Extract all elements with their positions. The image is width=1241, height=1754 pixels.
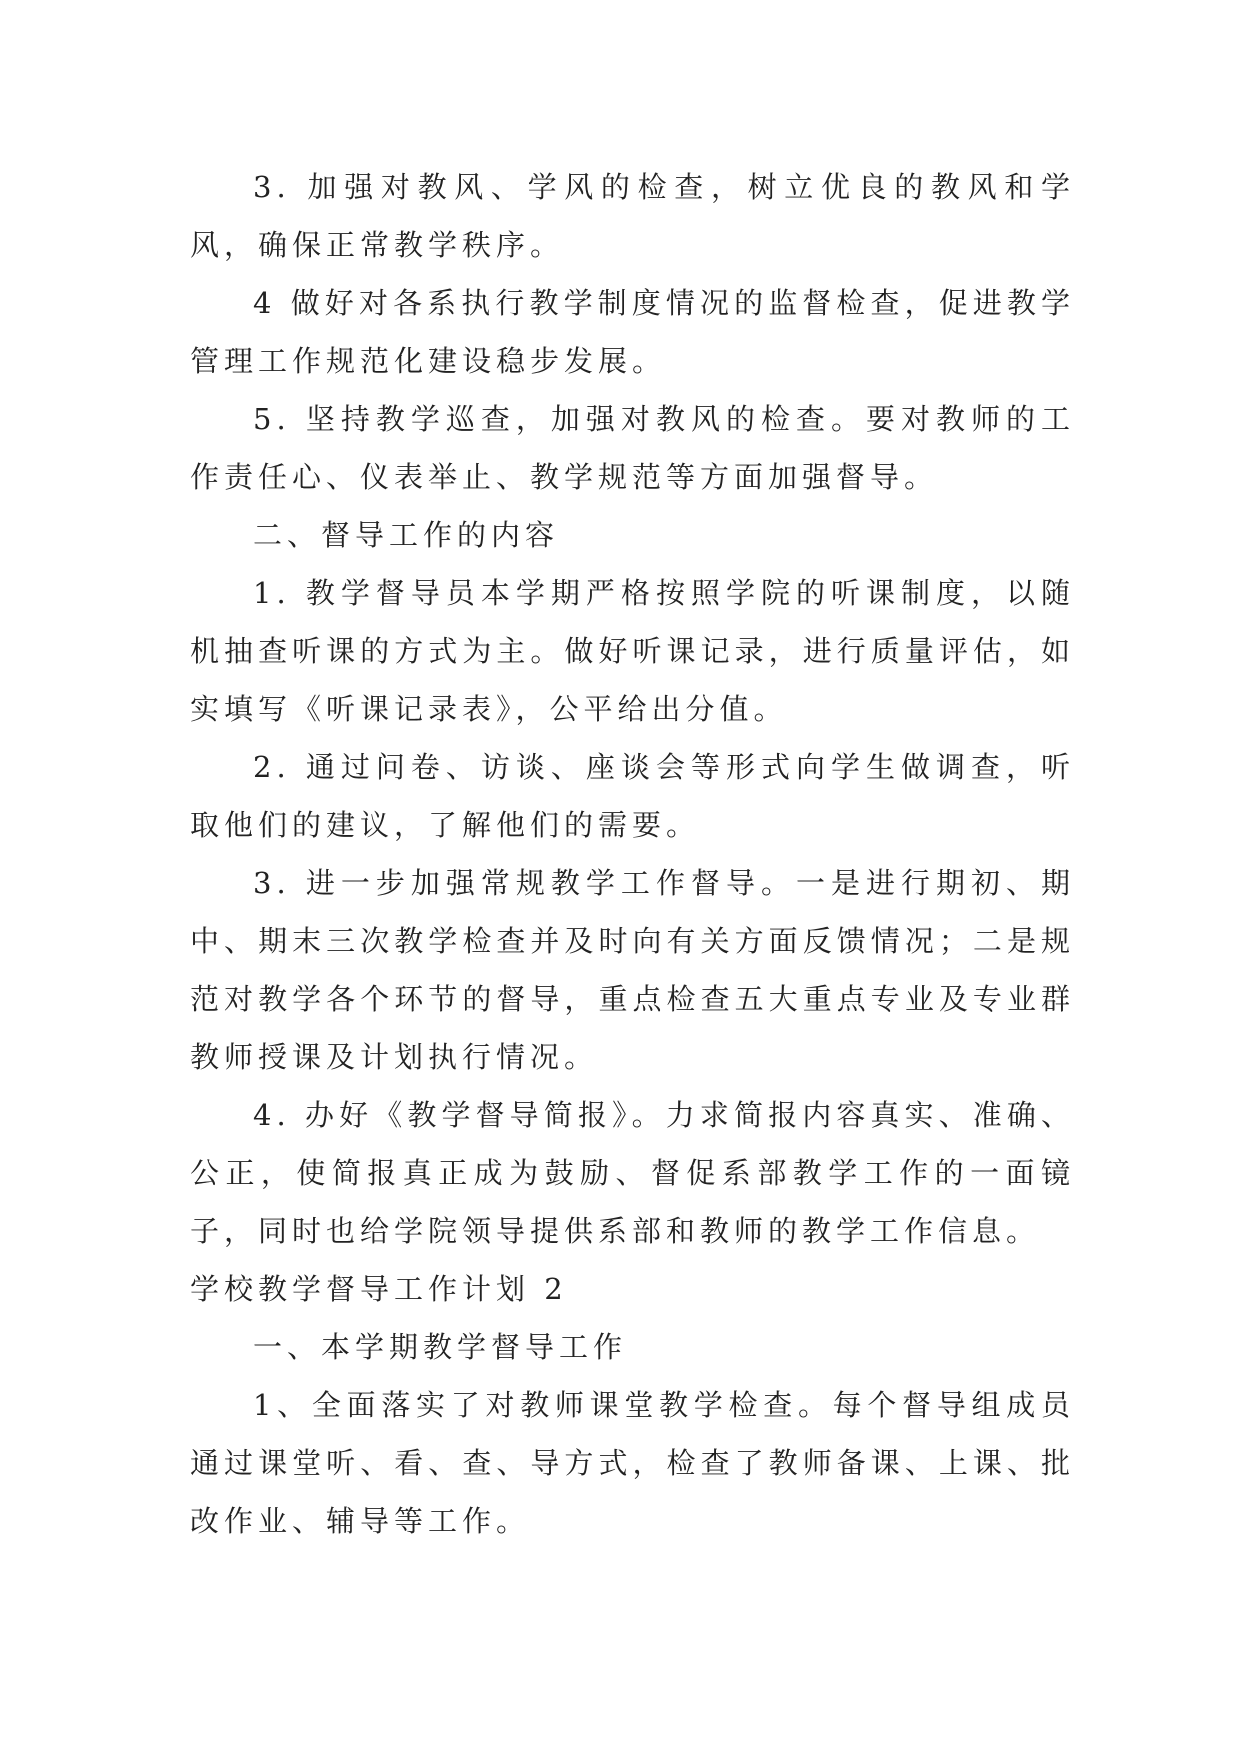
content-item-4: 4. 办好《教学督导简报》。力求简报内容真实、准确、公正，使简报真正成为鼓励、督促系部教学工作的一面镜子，同时也给学院领导提供系部和教师的教学工作信息。 (190, 1098, 1075, 1248)
semester-item-1: 1、全面落实了对教师课堂教学检查。每个督导组成员通过课堂听、看、查、导方式，检查了教师备课、上课、批改作业、辅导等工作。 (190, 1388, 1075, 1538)
paragraph-item-5: 5. 坚持教学巡查，加强对教风的检查。要对教师的工作责任心、仪表举止、教学规范等方面加强督导。 (190, 402, 1075, 494)
paragraph-item-4: 4 做好对各系执行教学制度情况的监督检查，促进教学管理工作规范化建设稳步发展。 (190, 286, 1075, 378)
section-heading-content: 二、督导工作的内容 (253, 518, 560, 552)
content-item-3: 3. 进一步加强常规教学工作督导。一是进行期初、期中、期末三次教学检查并及时向有关方面反馈情况；二是规范对教学各个环节的督导，重点检查五大重点专业及专业群教师授课及计划执行情况。 (190, 866, 1075, 1074)
document-title-2: 学校教学督导工作计划 2 (190, 1272, 568, 1306)
paragraph-item-3: 3. 加强对教风、学风的检查，树立优良的教风和学风，确保正常教学秩序。 (190, 170, 1075, 262)
document-body (190, 158, 1075, 1550)
content-item-1: 1. 教学督导员本学期严格按照学院的听课制度，以随机抽查听课的方式为主。做好听课记录，进行质量评估，如实填写《听课记录表》，公平给出分值。 (190, 576, 1075, 726)
section-heading-semester-work: 一、本学期教学督导工作 (253, 1330, 628, 1364)
content-item-2: 2. 通过问卷、访谈、座谈会等形式向学生做调查，听取他们的建议，了解他们的需要。 (190, 750, 1075, 842)
